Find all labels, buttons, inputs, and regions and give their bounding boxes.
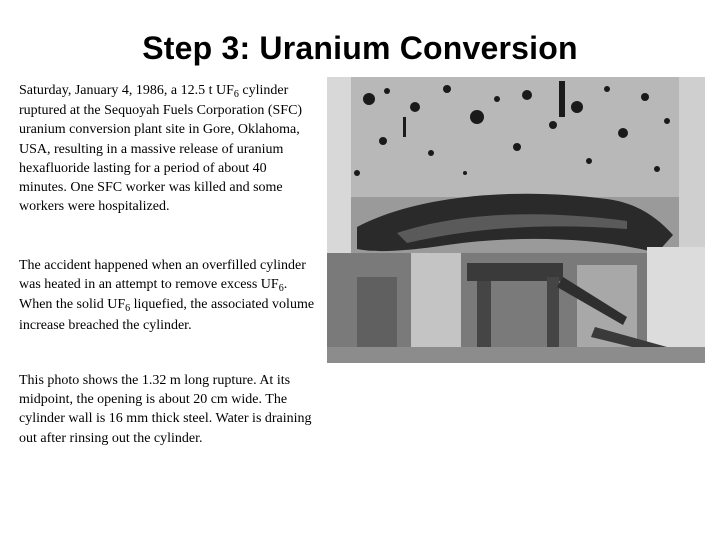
paragraph-text: cylinder ruptured at the Sequoyah Fuels Corporation (SFC) uranium conversion plant site in Gore, Oklahoma, USA, resulting in a massive release of uranium hexafluoride lasting for a period of about 40 minutes. One SFC worker was killed and some workers were hospitalized. bbox=[19, 83, 303, 215]
subscript: 6 bbox=[125, 303, 131, 315]
paragraph-text: The accident happened when an overfilled cylinder was heated in an attempt to remove excess UF bbox=[19, 258, 306, 293]
subscript: 6 bbox=[233, 89, 239, 100]
subscript: 6 bbox=[278, 283, 284, 295]
ruptured-cylinder-photo bbox=[327, 77, 705, 363]
paragraph-text: liquefied, the associated volume increase breached the cylinder. bbox=[19, 297, 315, 333]
paragraph-accident-cause bbox=[19, 256, 317, 335]
paragraph-text: Saturday, January 4, 1986, a 12.5 t UF bbox=[19, 83, 234, 98]
paragraph-accident-summary bbox=[19, 81, 317, 216]
slide-title: Step 3: Uranium Conversion bbox=[142, 30, 578, 66]
paragraph-text: . When the solid UF bbox=[19, 277, 288, 313]
paragraph-photo-caption: This photo shows the 1.32 m long rupture. At its midpoint, the opening is about 20 cm wide. The cylinder wall is 16 mm thick steel. Water is draining out after rinsing out the cylinder. bbox=[19, 373, 312, 446]
